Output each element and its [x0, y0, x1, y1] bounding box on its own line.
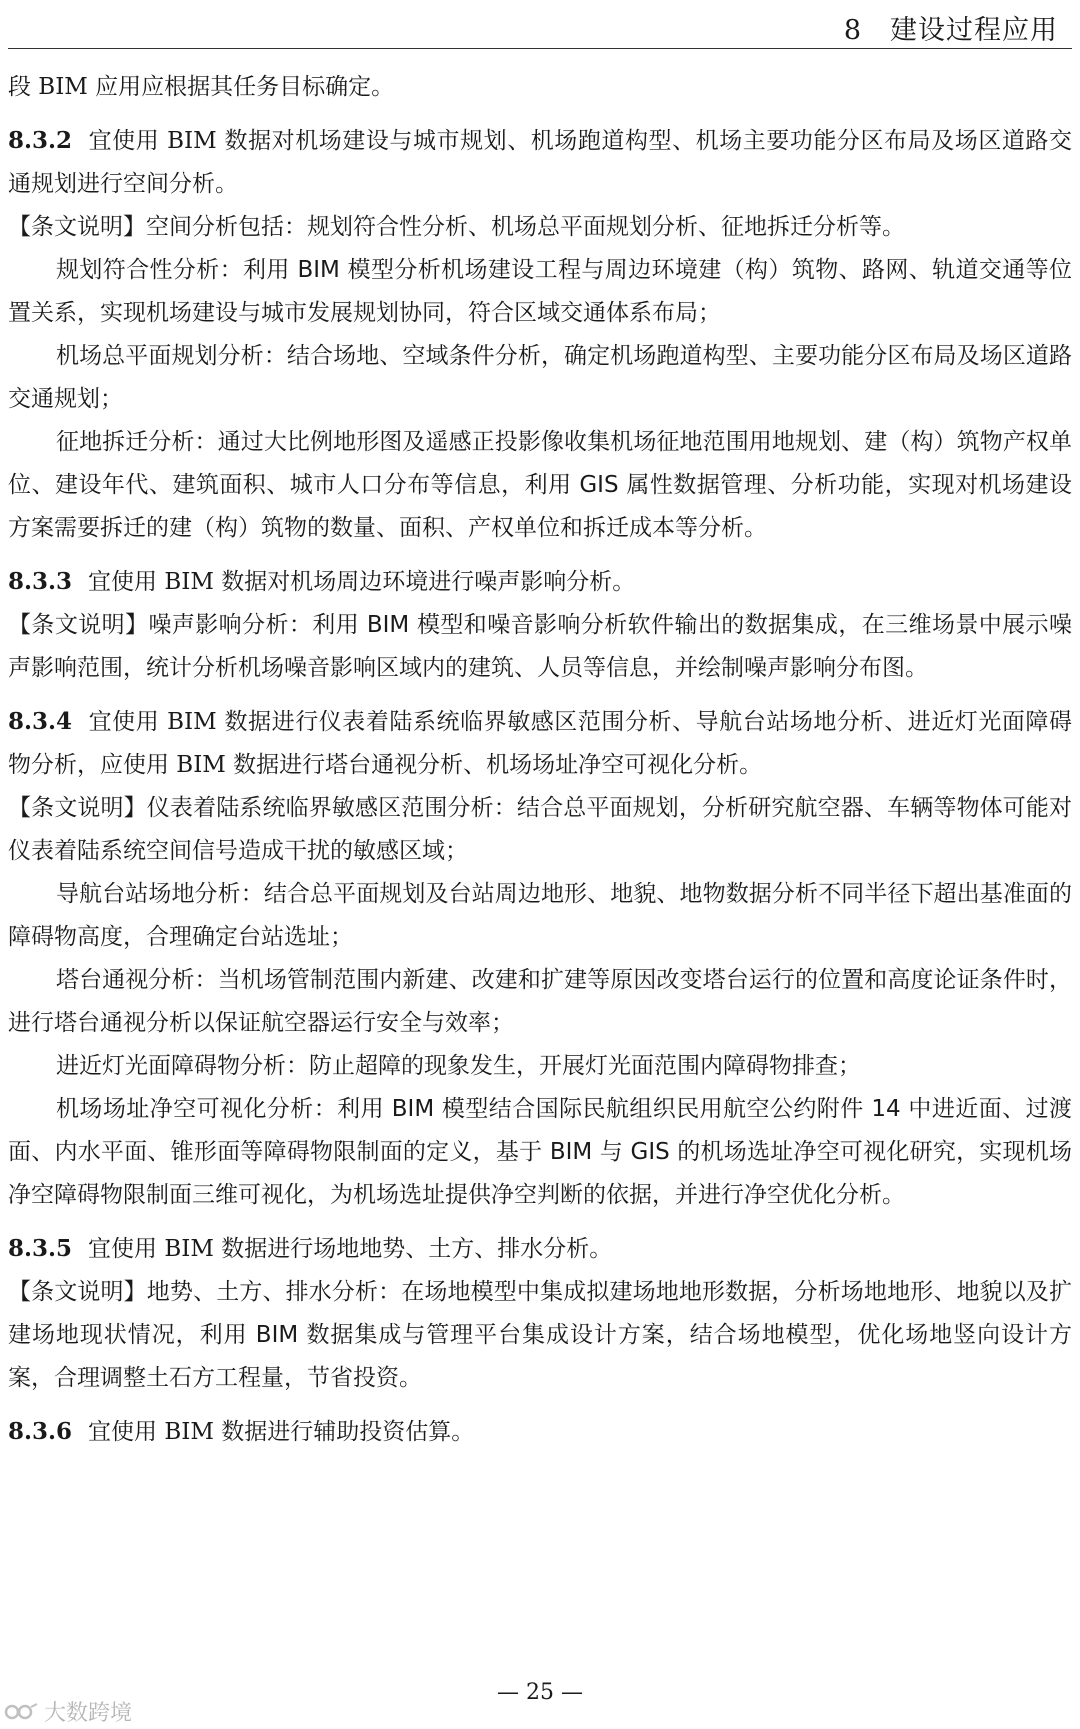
- page-number: — 25 —: [497, 1680, 583, 1705]
- watermark: [4, 1696, 132, 1727]
- explanation-item: 规划符合性分析：利用 BIM 模型分析机场建设工程与周边环境建（构）筑物、路网、轨道交通等位置关系，实现机场建设与城市发展规划协同，符合区域交通体系布局；: [8, 257, 1072, 326]
- explanation: 【条文说明】地势、土方、排水分析：在场地模型中集成拟建场地地形数据，分析场地地形、地貌以及扩建场地现状情况，利用 BIM 数据集成与管理平台集成设计方案，结合场地模型，优化场地竖向设计方案，合理调整土石方工程量，节省投资。: [8, 1279, 1072, 1391]
- explanation-item: 征地拆迁分析：通过大比例地形图及遥感正投影像收集机场征地范围用地规划、建（构）筑物产权单位、建设年代、建筑面积、城市人口分布等信息，利用 GIS 属性数据管理、分析功能，实现对机场建设方案需要拆迁的建（构）筑物的数量、面积、产权单位和拆迁成本等分析。: [8, 429, 1072, 541]
- explanation-item: 机场总平面规划分析：结合场地、空域条件分析，确定机场跑道构型、主要功能分区布局及场区道路交通规划；: [8, 343, 1072, 412]
- header-rule: [8, 48, 1072, 49]
- explanation-item: 机场场址净空可视化分析：利用 BIM 模型结合国际民航组织民用航空公约附件 14 中进近面、过渡面、内水平面、锥形面等障碍物限制面的定义，基于 BIM 与 GIS 的机场选址净空可视化研究，实现机场净空障碍物限制面三维可视化，为机场选址提供净空判断的依据，并进行净空优化分析。: [8, 1096, 1072, 1208]
- clause-8-3-4: [8, 700, 1072, 787]
- clause-number: 8.3.2: [8, 127, 73, 154]
- watermark-text: 大数跨境: [44, 1701, 133, 1726]
- clause-8-3-5: [8, 1227, 1072, 1271]
- clause-8-3-2: [8, 119, 1072, 206]
- clause-text: 宜使用 BIM 数据对机场周边环境进行噪声影响分析。: [88, 569, 636, 595]
- clause-8-3-3: [8, 560, 1072, 604]
- explanation-item: 进近灯光面障碍物分析：防止超障的现象发生，开展灯光面范围内障碍物排查；: [56, 1053, 861, 1079]
- watermark-logo-icon: [4, 1701, 38, 1723]
- clause-text: 宜使用 BIM 数据进行仪表着陆系统临界敏感区范围分析、导航台站场地分析、进近灯光面障碍物分析，应使用 BIM 数据进行塔台通视分析、机场场址净空可视化分析。: [8, 709, 1072, 778]
- clause-text: 宜使用 BIM 数据进行辅助投资估算。: [88, 1419, 475, 1445]
- page-body: [8, 66, 1072, 1454]
- clause-number: 8.3.6: [8, 1418, 73, 1445]
- paragraph: 段 BIM 应用应根据其任务目标确定。: [8, 74, 395, 100]
- explanation-item: 导航台站场地分析：结合总平面规划及台站周边地形、地貌、地物数据分析不同半径下超出基准面的障碍物高度，合理确定台站选址；: [8, 881, 1072, 950]
- clause-text: 宜使用 BIM 数据进行场地地势、土方、排水分析。: [88, 1236, 613, 1262]
- clause-number: 8.3.4: [8, 708, 73, 735]
- clause-number: 8.3.5: [8, 1235, 73, 1262]
- chapter-title: 8 建设过程应用: [843, 15, 1058, 46]
- explanation: 【条文说明】仪表着陆系统临界敏感区范围分析：结合总平面规划，分析研究航空器、车辆等物体可能对仪表着陆系统空间信号造成干扰的敏感区域；: [8, 795, 1072, 864]
- explanation: 【条文说明】噪声影响分析：利用 BIM 模型和噪音影响分析软件输出的数据集成，在三维场景中展示噪声影响范围，统计分析机场噪音影响区域内的建筑、人员等信息，并绘制噪声影响分布图。: [8, 612, 1072, 681]
- page-header: [0, 0, 1080, 48]
- clause-number: 8.3.3: [8, 568, 73, 595]
- explanation: 【条文说明】空间分析包括：规划符合性分析、机场总平面规划分析、征地拆迁分析等。: [8, 214, 905, 240]
- explanation-item: 塔台通视分析：当机场管制范围内新建、改建和扩建等原因改变塔台运行的位置和高度论证条件时，进行塔台通视分析以保证航空器运行安全与效率；: [8, 967, 1072, 1036]
- clause-text: 宜使用 BIM 数据对机场建设与城市规划、机场跑道构型、机场主要功能分区布局及场区道路交通规划进行空间分析。: [8, 128, 1072, 197]
- clause-8-3-6: [8, 1410, 1072, 1454]
